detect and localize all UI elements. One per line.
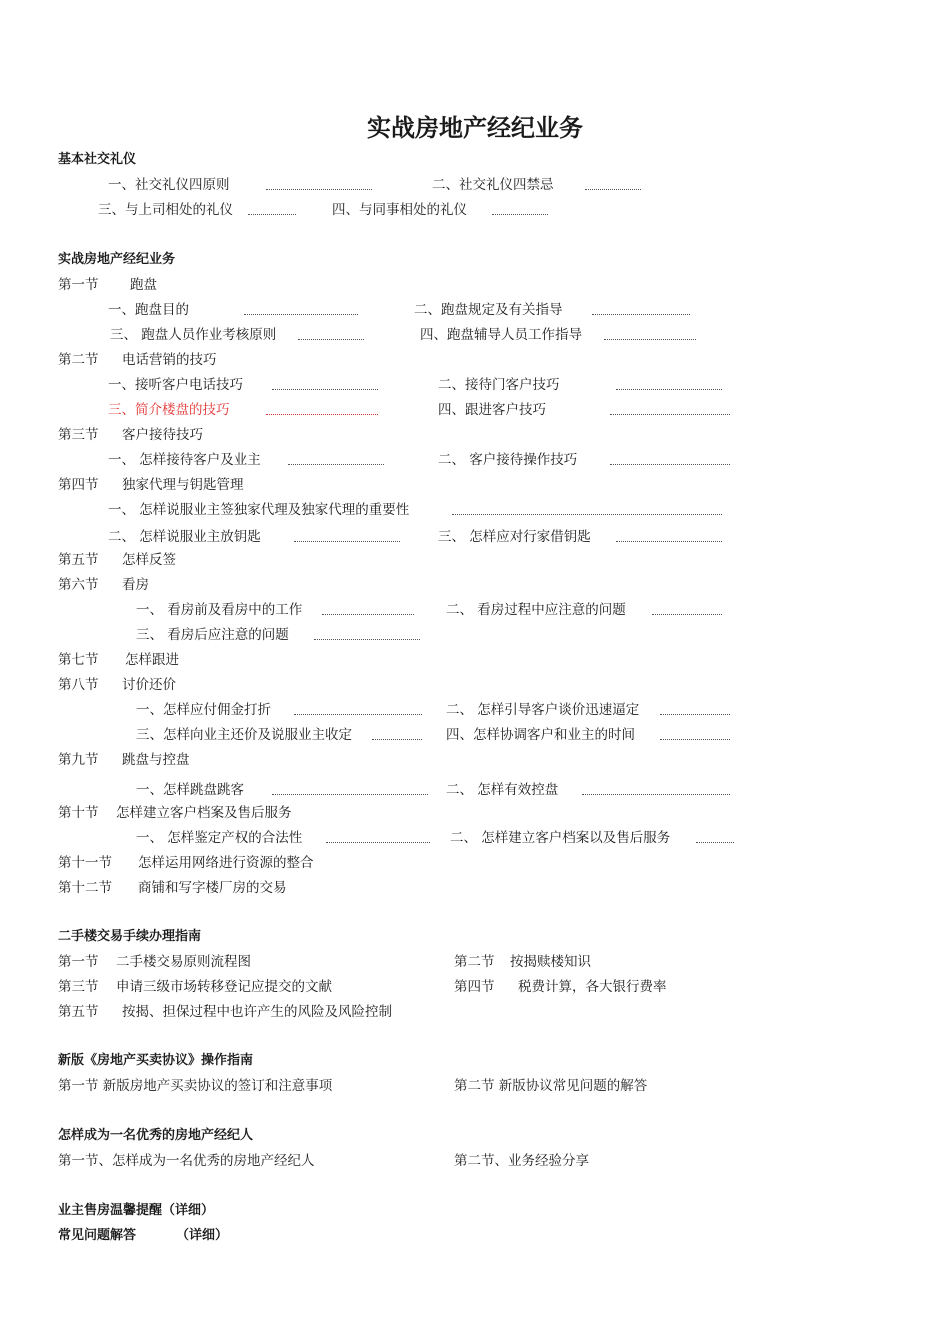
toc-leader [294, 714, 422, 715]
toc-leader [294, 541, 400, 542]
toc-item[interactable]: 四、怎样协调客户和业主的时间 [446, 727, 635, 743]
toc-item[interactable]: 四、跑盘辅导人员工作指导 [420, 327, 582, 343]
toc-leader [272, 794, 428, 795]
chapter-name[interactable]: 电话营销的技巧 [122, 352, 217, 368]
chapter-label: 第一节 [58, 277, 99, 293]
chapter-name[interactable]: 二手楼交易原则流程图 [116, 954, 251, 970]
toc-item[interactable]: 一、怎样跳盘跳客 [136, 782, 244, 798]
chapter-label: 第三节 [58, 979, 99, 995]
chapter-name[interactable]: 独家代理与钥匙管理 [122, 477, 244, 493]
toc-leader [585, 189, 641, 190]
toc-item[interactable]: 一、接听客户电话技巧 [108, 377, 243, 393]
toc-leader [582, 794, 730, 795]
toc-leader [244, 314, 358, 315]
toc-item[interactable]: 二、 怎样说服业主放钥匙 [108, 529, 261, 545]
toc-item[interactable]: 二、 客户接待操作技巧 [438, 452, 578, 468]
toc-item[interactable]: 三、怎样向业主还价及说服业主收定 [136, 727, 352, 743]
toc-item[interactable]: 一、社交礼仪四原则 [108, 177, 230, 193]
chapter-label: 第五节 [58, 552, 99, 568]
toc-item[interactable]: 一、 怎样说服业主签独家代理及独家代理的重要性 [108, 502, 410, 518]
faq-detail-link[interactable]: （详细） [176, 1228, 229, 1243]
toc-leader [660, 714, 730, 715]
toc-leader [326, 842, 430, 843]
chapter-label: 第十二节 [58, 880, 112, 896]
section-heading-secondhand: 二手楼交易手续办理指南 [58, 929, 202, 944]
toc-leader [322, 614, 414, 615]
chapter-label: 第一节 [58, 954, 99, 970]
chapter-link[interactable]: 第二节 新版协议常见问题的解答 [454, 1078, 648, 1094]
toc-leader [616, 389, 722, 390]
section-heading-etiquette: 基本社交礼仪 [58, 152, 137, 167]
chapter-label: 第九节 [58, 752, 99, 768]
chapter-name[interactable]: 怎样跟进 [125, 652, 179, 668]
chapter-link[interactable]: 第一节 新版房地产买卖协议的签订和注意事项 [58, 1078, 333, 1094]
toc-leader [696, 842, 734, 843]
toc-item[interactable]: 三、 怎样应对行家借钥匙 [438, 529, 591, 545]
toc-leader [660, 739, 730, 740]
toc-leader [652, 614, 722, 615]
chapter-label: 第十节 [58, 805, 99, 821]
toc-leader [288, 464, 384, 465]
chapter-name[interactable]: 客户接待技巧 [122, 427, 203, 443]
chapter-name[interactable]: 税费计算，各大银行费率 [518, 979, 667, 995]
toc-item[interactable]: 一、 怎样鉴定产权的合法性 [136, 830, 303, 846]
toc-leader [298, 339, 364, 340]
chapter-name[interactable]: 申请三级市场转移登记应提交的文献 [116, 979, 332, 995]
chapter-name[interactable]: 按揭赎楼知识 [510, 954, 591, 970]
toc-leader [266, 189, 372, 190]
chapter-label: 第八节 [58, 677, 99, 693]
chapter-label: 第二节 [58, 352, 99, 368]
toc-item[interactable]: 三、 看房后应注意的问题 [136, 627, 289, 643]
chapter-label: 第二节 [454, 954, 495, 970]
chapter-name[interactable]: 商铺和写字楼厂房的交易 [138, 880, 287, 896]
toc-leader [314, 639, 420, 640]
toc-leader [604, 339, 696, 340]
toc-leader [616, 541, 722, 542]
toc-leader [452, 514, 722, 515]
toc-item[interactable]: 二、 怎样有效控盘 [446, 782, 559, 798]
toc-leader [372, 739, 422, 740]
toc-item[interactable]: 四、与同事相处的礼仪 [332, 202, 467, 218]
toc-item[interactable]: 二、 看房过程中应注意的问题 [446, 602, 626, 618]
chapter-label: 第三节 [58, 427, 99, 443]
toc-item[interactable]: 二、 怎样引导客户谈价迅速逼定 [446, 702, 640, 718]
chapter-name[interactable]: 跑盘 [130, 277, 157, 293]
toc-item[interactable]: 二、社交礼仪四禁忌 [432, 177, 554, 193]
section-link-tips[interactable]: 业主售房温馨提醒（详细） [58, 1203, 215, 1218]
chapter-name[interactable]: 看房 [122, 577, 149, 593]
toc-item[interactable]: 二、接待门客户技巧 [438, 377, 560, 393]
chapter-name[interactable]: 怎样建立客户档案及售后服务 [116, 805, 292, 821]
toc-leader [266, 414, 378, 415]
toc-item[interactable]: 四、跟进客户技巧 [438, 402, 546, 418]
chapter-label: 第四节 [58, 477, 99, 493]
toc-leader [592, 314, 690, 315]
toc-leader [492, 214, 548, 215]
toc-leader [610, 414, 730, 415]
chapter-label: 第七节 [58, 652, 99, 668]
toc-item[interactable]: 二、跑盘规定及有关指导 [414, 302, 563, 318]
toc-item[interactable]: 一、 看房前及看房中的工作 [136, 602, 303, 618]
chapter-label: 第四节 [454, 979, 495, 995]
chapter-name[interactable]: 讨价还价 [122, 677, 176, 693]
chapter-name[interactable]: 按揭、担保过程中也许产生的风险及风险控制 [122, 1004, 392, 1020]
section-link-faq[interactable]: 常见问题解答 [58, 1228, 137, 1243]
toc-item[interactable]: 三、 跑盘人员作业考核原则 [110, 327, 277, 343]
toc-item[interactable]: 一、跑盘目的 [108, 302, 189, 318]
toc-item[interactable]: 一、 怎样接待客户及业主 [108, 452, 261, 468]
chapter-label: 第十一节 [58, 855, 112, 871]
chapter-label: 第五节 [58, 1004, 99, 1020]
chapter-name[interactable]: 怎样反签 [122, 552, 176, 568]
chapter-label: 第六节 [58, 577, 99, 593]
section-heading-business: 实战房地产经纪业务 [58, 252, 176, 267]
section-heading-contract: 新版《房地产买卖协议》操作指南 [58, 1053, 254, 1068]
chapter-link[interactable]: 第一节、怎样成为一名优秀的房地产经纪人 [58, 1153, 315, 1169]
chapter-name[interactable]: 怎样运用网络进行资源的整合 [138, 855, 314, 871]
chapter-name[interactable]: 跳盘与控盘 [122, 752, 190, 768]
toc-item-highlighted[interactable]: 三、简介楼盘的技巧 [108, 402, 230, 418]
chapter-link[interactable]: 第二节、业务经验分享 [454, 1153, 589, 1169]
toc-item[interactable]: 三、与上司相处的礼仪 [98, 202, 233, 218]
toc-leader [248, 214, 296, 215]
toc-leader [272, 389, 378, 390]
section-heading-agent: 怎样成为一名优秀的房地产经纪人 [58, 1128, 254, 1143]
toc-item[interactable]: 二、 怎样建立客户档案以及售后服务 [450, 830, 671, 846]
toc-leader [610, 464, 730, 465]
toc-item[interactable]: 一、怎样应付佣金打折 [136, 702, 271, 718]
page-title: 实战房地产经纪业务 [367, 113, 583, 142]
